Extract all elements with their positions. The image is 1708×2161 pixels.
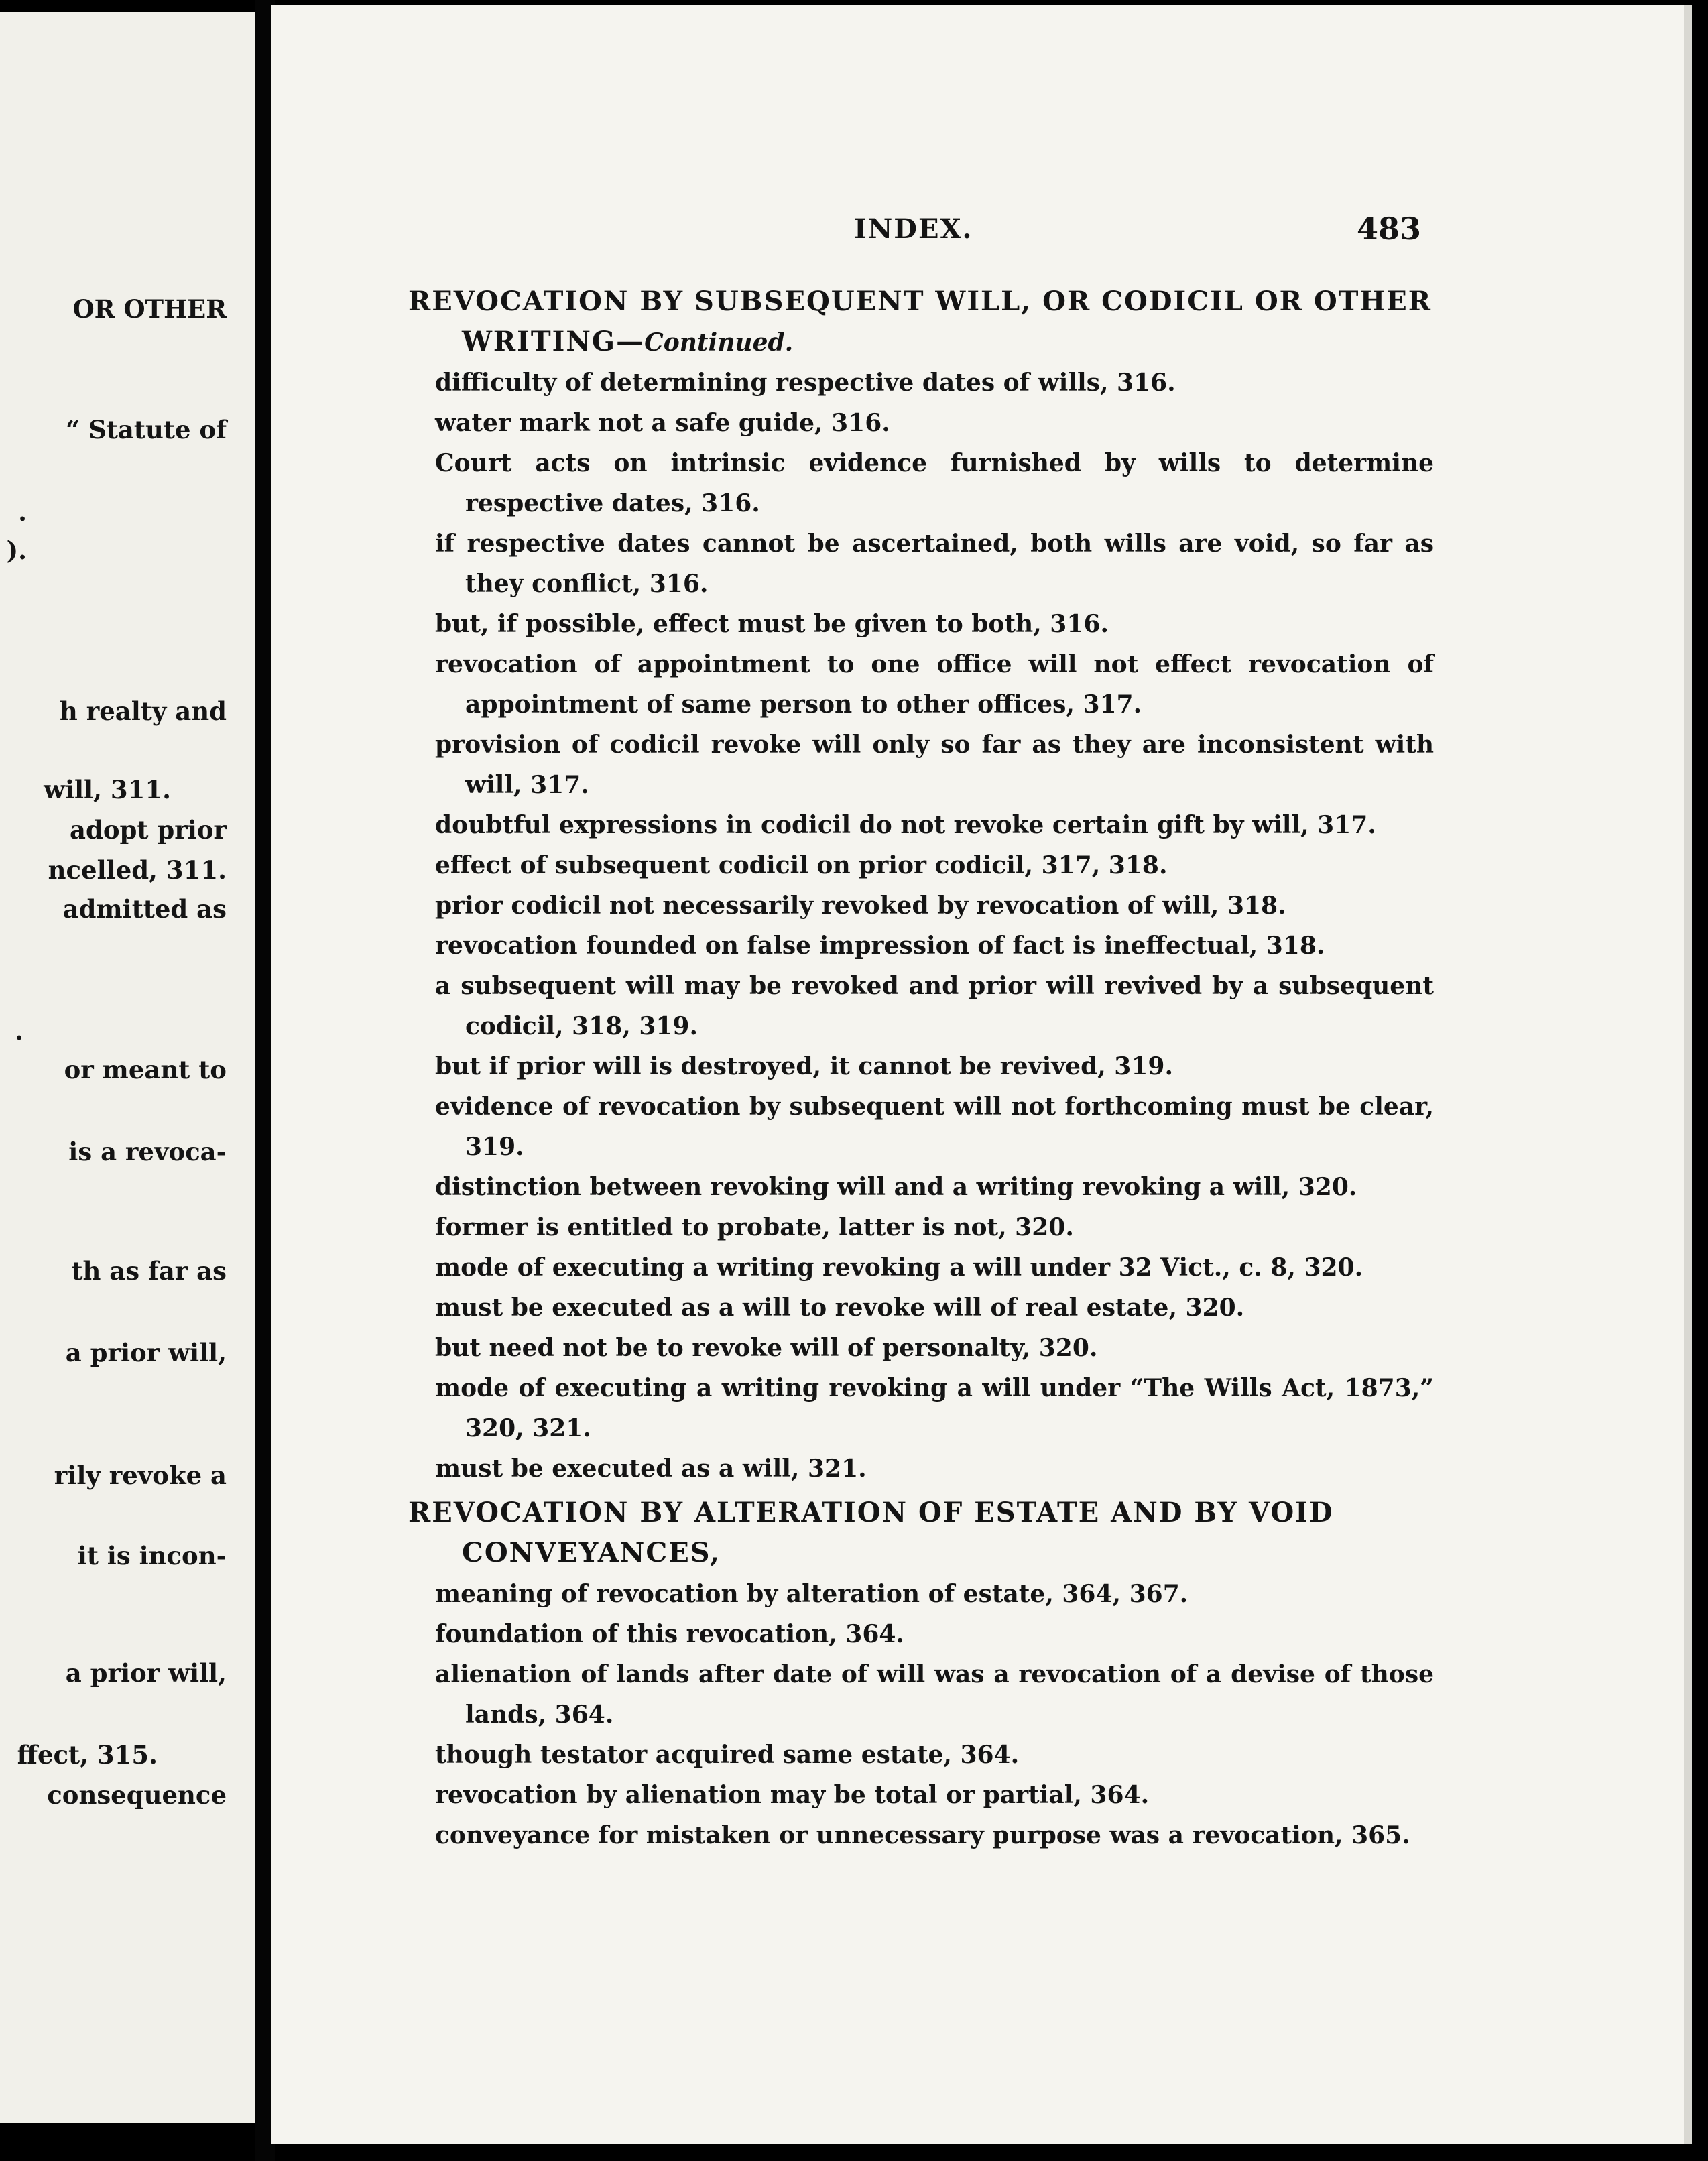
entry-heading (408, 282, 1434, 363)
prev-line: h realty and (59, 696, 227, 726)
entry-heading-text: REVOCATION BY ALTERATION OF ESTATE AND BY VOID CONVEYANCES, (408, 1497, 1334, 1568)
prev-line: th as far as (71, 1256, 227, 1286)
subentry: former is entitled to probate, latter is not, 320. (435, 1213, 1074, 1241)
subentry: meaning of revocation by alteration of estate, 364, 367. (435, 1580, 1188, 1608)
index-page (271, 5, 1692, 2144)
subentry: but need not be to revoke will of personalty, 320. (435, 1334, 1098, 1362)
subentry: revocation by alienation may be total or partial, 364. (435, 1781, 1150, 1809)
prev-line: admitted as (62, 894, 227, 924)
index-entries (408, 282, 1434, 1855)
subentry: prior codicil not necessarily revoked by revocation of will, 318. (435, 891, 1286, 920)
prev-line: a prior will, (65, 1658, 227, 1688)
entry-heading-continued: Continued. (644, 328, 794, 357)
subentry: water mark not a safe guide, 316. (435, 409, 890, 437)
prev-line: adopt prior (70, 815, 227, 845)
subentry: foundation of this revocation, 364. (435, 1620, 904, 1648)
running-head (271, 206, 1692, 247)
prev-line: “ Statute of (65, 415, 227, 444)
prev-line: is a revoca- (68, 1137, 227, 1166)
subentry: distinction between revoking will and a writing revoking a will, 320. (435, 1173, 1357, 1201)
subentry: mode of executing a writing revoking a will under 32 Vict., c. 8, 320. (435, 1253, 1363, 1282)
subentry: must be executed as a will to revoke will of real estate, 320. (435, 1294, 1245, 1322)
index-entry (408, 282, 1434, 1489)
subentry: must be executed as a will, 321. (435, 1455, 867, 1483)
subentry: provision of codicil revoke will only so far as they are inconsistent with will, 317. (435, 731, 1434, 799)
prev-line: or meant to (64, 1055, 227, 1085)
prev-line: it is incon- (77, 1541, 227, 1570)
subentry: but, if possible, effect must be given to both, 316. (435, 610, 1109, 638)
prev-line: rily revoke a (54, 1461, 227, 1490)
subentry: mode of executing a writing revoking a will under “The Wills Act, 1873,” 320, 321. (435, 1374, 1434, 1442)
prev-line: ncelled, 311. (48, 855, 227, 885)
subentry: if respective dates cannot be ascertained, both wills are void, so far as they conflict, 316. (435, 530, 1434, 598)
subentry: difficulty of determining respective dates of wills, 316. (435, 369, 1176, 397)
subentry: doubtful expressions in codicil do not revoke certain gift by will, 317. (435, 811, 1376, 839)
running-title: INDEX. (854, 213, 973, 245)
index-entry (408, 1493, 1434, 1855)
subentry: alienation of lands after date of will was a revocation of a devise of those lands, 364. (435, 1660, 1434, 1729)
subentry: conveyance for mistaken or unnecessary purpose was a revocation, 365. (435, 1821, 1410, 1849)
entry-heading (408, 1493, 1434, 1574)
subentry: revocation founded on false impression of fact is ineffectual, 318. (435, 932, 1325, 960)
page-edge (1684, 5, 1692, 2144)
prev-line: ffect, 315. (17, 1740, 158, 1770)
previous-page-fragment (0, 12, 255, 2123)
prev-line: will, 311. (44, 775, 171, 804)
page-number: 483 (1357, 210, 1422, 247)
subentry: though testator acquired same estate, 364. (435, 1741, 1020, 1769)
subentry: effect of subsequent codicil on prior codicil, 317, 318. (435, 851, 1168, 879)
prev-line: . (18, 497, 27, 527)
prev-line: ). (6, 536, 27, 565)
prev-line: OR OTHER (72, 294, 227, 324)
prev-line: consequence (47, 1780, 227, 1810)
entry-heading-text: REVOCATION BY SUBSEQUENT WILL, OR CODICIL OR OTHER WRITING— (408, 286, 1432, 357)
subentry: Court acts on intrinsic evidence furnished by wills to determine respective dates, 316. (435, 449, 1434, 517)
subentry: revocation of appointment to one office will not effect revocation of appointment of same person to other offices, 317. (435, 650, 1434, 719)
subentry: a subsequent will may be revoked and prior will revived by a subsequent codicil, 318, 319. (435, 972, 1434, 1040)
prev-line: a prior will, (65, 1338, 227, 1367)
subentry: but if prior will is destroyed, it cannot be revived, 319. (435, 1052, 1173, 1080)
subentry: evidence of revocation by subsequent will not forthcoming must be clear, 319. (435, 1093, 1434, 1161)
prev-line: . (15, 1016, 23, 1046)
